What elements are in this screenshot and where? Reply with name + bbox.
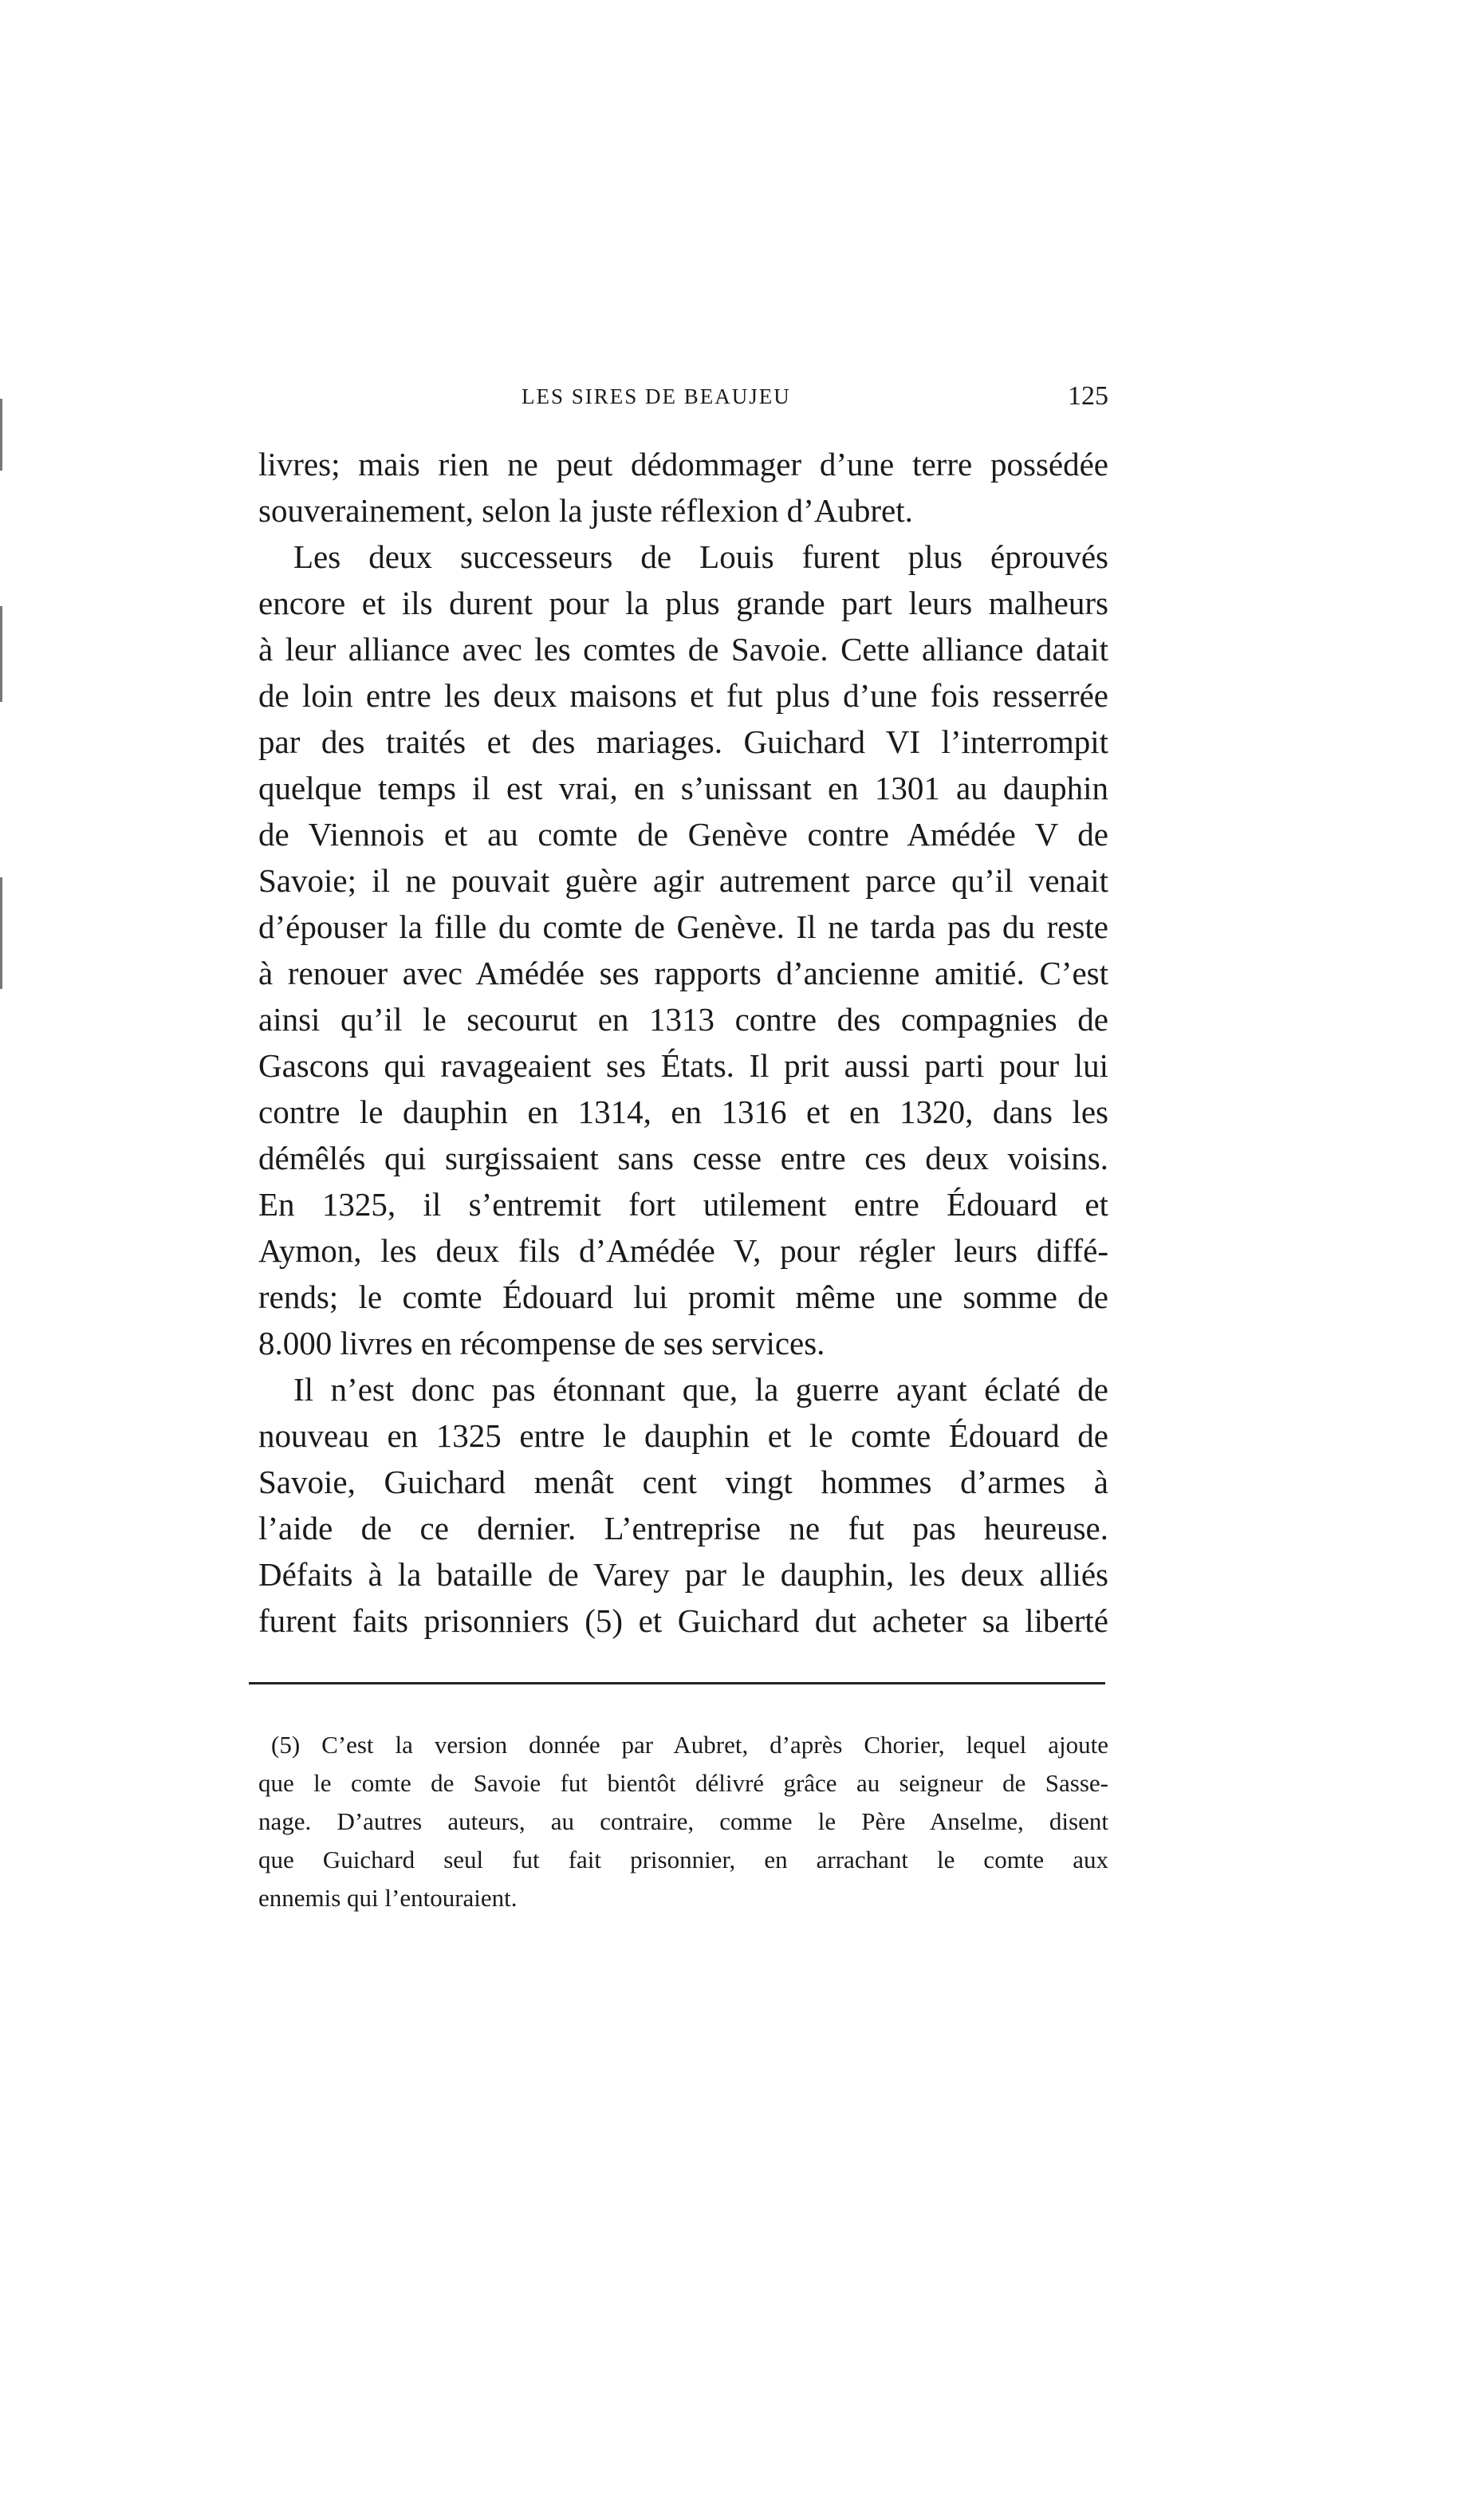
footnote-line: (5) C’est la version donnée par Aubret, d’après Chorier, lequel ajoute [271, 1731, 1108, 1759]
footnote-line: que Guichard seul fut fait prisonnier, en arrachant le comte aux [258, 1846, 1108, 1873]
text-line: de Viennois et au comte de Genève contre Amédée V de [258, 816, 1108, 853]
text-line: livres; mais rien ne peut dédommager d’une terre possédée [258, 446, 1108, 483]
text-line: rends; le comte Édouard lui promit même une somme de [258, 1279, 1108, 1315]
footnote-rule [249, 1682, 1105, 1684]
scan-edge-mark [0, 399, 2, 471]
text-line: souverainement, selon la juste réflexion d’Aubret. [258, 492, 913, 529]
text-line: Gascons qui ravageaient ses États. Il prit aussi parti pour lui [258, 1047, 1108, 1084]
footnotes [258, 1726, 1108, 1917]
text-line: l’aide de ce dernier. L’entreprise ne fut pas heureuse. [258, 1510, 1108, 1546]
body-text [258, 441, 1108, 1644]
text-line: Les deux successeurs de Louis furent plus éprouvés [293, 538, 1108, 575]
text-line: quelque temps il est vrai, en s’unissant en 1301 au dauphin [258, 770, 1108, 806]
page-number: 125 [1068, 381, 1108, 411]
text-line: de loin entre les deux maisons et fut plus d’une fois resserrée [258, 677, 1108, 714]
scan-edge-mark [0, 877, 2, 989]
text-line: furent faits prisonniers (5) et Guichard dut acheter sa liberté [258, 1602, 1108, 1639]
page-header [258, 381, 1108, 413]
text-line: 8.000 livres en récompense de ses services. [258, 1325, 825, 1361]
footnote-line: ennemis qui l’entouraient. [258, 1884, 518, 1912]
text-line: Il n’est donc pas étonnant que, la guerre ayant éclaté de [293, 1371, 1108, 1408]
footnote-line: nage. D’autres auteurs, au contraire, comme le Père Anselme, disent [258, 1807, 1108, 1835]
text-line: démêlés qui surgissaient sans cesse entre ces deux voisins. [258, 1140, 1108, 1176]
text-line: à leur alliance avec les comtes de Savoie. Cette alliance datait [258, 631, 1108, 668]
text-line: En 1325, il s’entremit fort utilement entre Édouard et [258, 1186, 1108, 1223]
text-line: Aymon, les deux fils d’Amédée V, pour régler leurs diffé- [258, 1232, 1108, 1269]
text-line: Défaits à la bataille de Varey par le dauphin, les deux alliés [258, 1556, 1108, 1593]
text-line: ainsi qu’il le secourut en 1313 contre des compagnies de [258, 1001, 1108, 1038]
text-line: par des traités et des mariages. Guichard VI l’interrompit [258, 723, 1108, 760]
scan-edge-mark [0, 606, 2, 702]
text-line: nouveau en 1325 entre le dauphin et le comte Édouard de [258, 1417, 1108, 1454]
text-line: à renouer avec Amédée ses rapports d’ancienne amitié. C’est [258, 955, 1108, 991]
footnote-line: que le comte de Savoie fut bientôt délivré grâce au seigneur de Sasse- [258, 1769, 1108, 1797]
running-title: LES SIRES DE BEAUJEU [522, 384, 791, 408]
text-line: d’épouser la fille du comte de Genève. Il ne tarda pas du reste [258, 908, 1108, 945]
text-line: Savoie; il ne pouvait guère agir autrement parce qu’il venait [258, 862, 1108, 899]
text-line: encore et ils durent pour la plus grande part leurs malheurs [258, 585, 1108, 621]
text-line: contre le dauphin en 1314, en 1316 et en 1320, dans les [258, 1093, 1108, 1130]
text-line: Savoie, Guichard menât cent vingt hommes d’armes à [258, 1464, 1108, 1500]
